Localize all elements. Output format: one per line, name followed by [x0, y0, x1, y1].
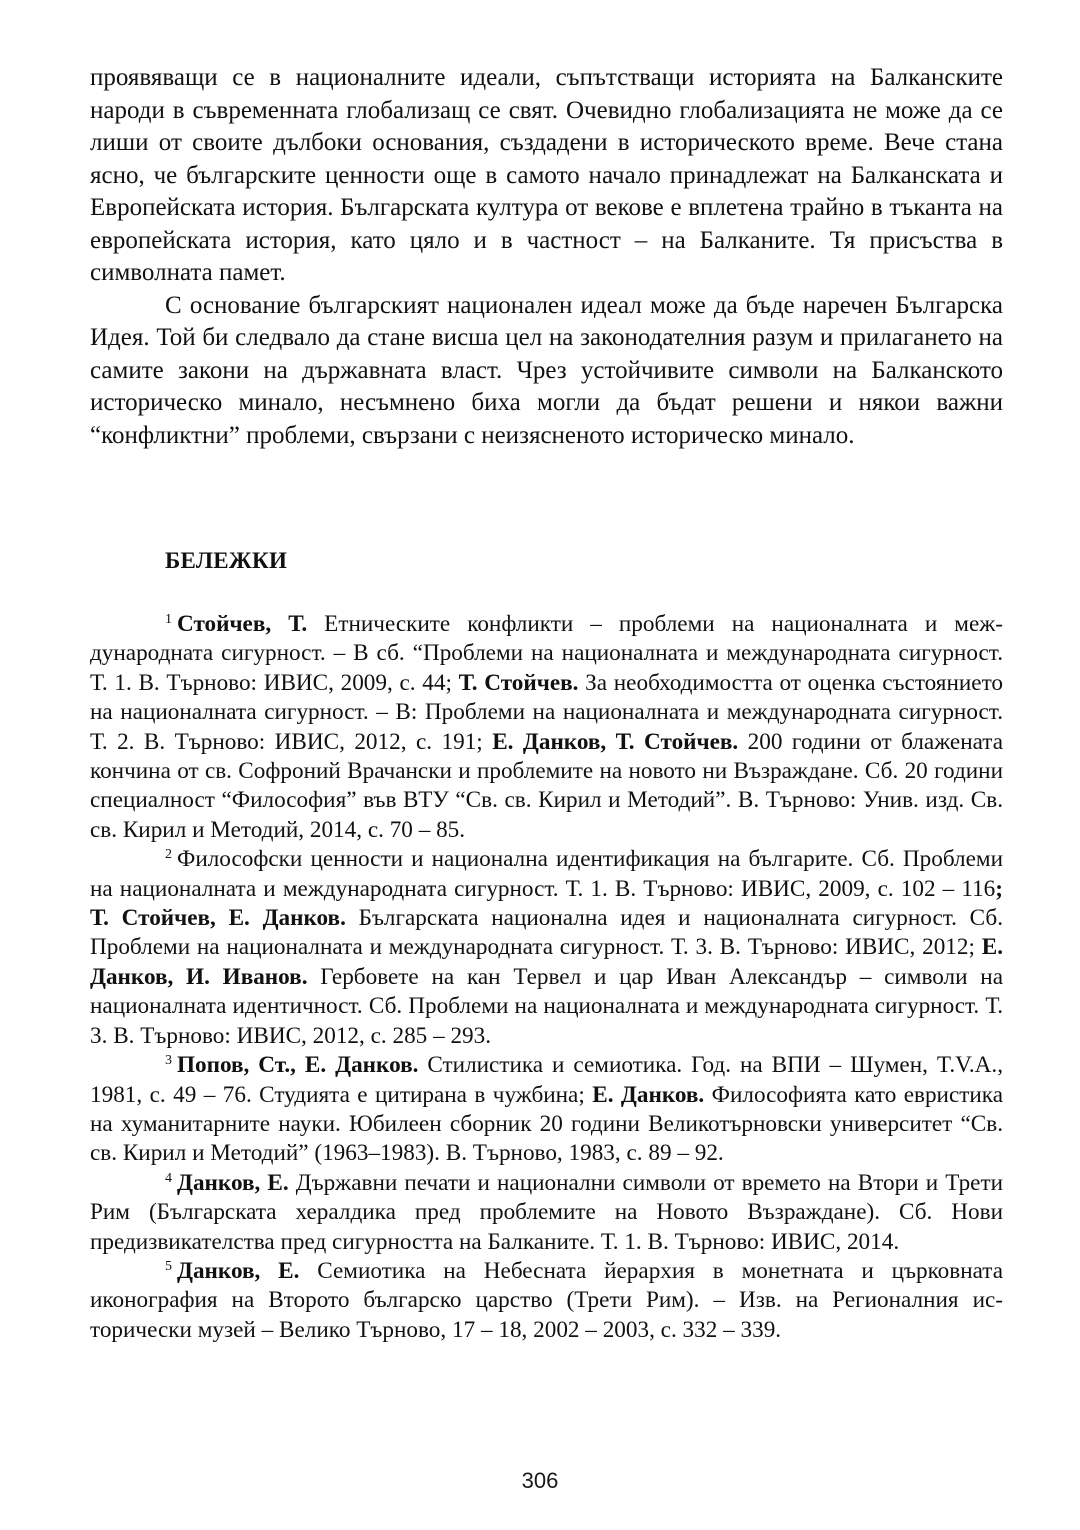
note-text: Българската национална идея и националната сигурност. Сб. Проблеми на националната и международната сигурност. Т. 3. В. Търново: ИВИС, 2012;: [90, 905, 1003, 961]
note-author: Е. Данков, Т. Стойчев.: [492, 728, 739, 755]
note-2: [90, 845, 1003, 1051]
notes-heading: БЕЛЕЖКИ: [165, 548, 288, 573]
note-number: 1: [165, 612, 172, 627]
note-author: Т. Стойчев.: [458, 669, 579, 696]
note-author: Е. Данков.: [592, 1081, 705, 1108]
page-number: 306: [521, 1468, 559, 1493]
notes-list: [90, 610, 1003, 1345]
note-text: За необходимостта от оценка състоянието на националната сигурност. – В: Проблеми на националната и международната сигурност. Т. 2. В. Търново: ИВИС, 2012, с. 191;: [90, 669, 1004, 755]
note-1: [90, 610, 1003, 845]
note-text: Стилистика и семиотика. Год. на ВПИ – Шумен, T.V.A., 1981, с. 49 – 76. Студията е цитирана в чужбина;: [90, 1052, 1004, 1108]
body-text: [90, 62, 1003, 452]
note-author: Е. Данков, И. Иванов.: [90, 934, 1003, 990]
note-text: 200 години от блажената кончина от св. Софроний Врачански и проблемите на новото ни Възраждане. Сб. 20 години специалност “Философия” във ВТУ “Св. св. Кирил и Методий”. В. Търново: Унив. изд. Св. св. Кирил и Методий, 2014, с. 70 – 85.: [90, 728, 1004, 843]
note-number: 5: [165, 1258, 172, 1274]
note-text: Философията като евристика на хуманитарните науки. Юбилеен сборник 20 години Великотърновски университет “Св. св. Кирил и Методий” (1963–1983). В. Търново, 1983, с. 89 – 92.: [90, 1081, 1003, 1167]
note-text: Държавни печати и национални символи от времето на Втори и Трети Рим (Българската хералдика пред проблемите на Новото Възраждане). Сб. Нови предизвикателства пред сигурността на Балканите. Т. 1. В. Търново: ИВИС, 2014.: [90, 1169, 1003, 1255]
note-number: 4: [165, 1170, 172, 1186]
note-text: Гербовете на кан Тервел и цар Иван Александър – символи на националната идентичност. Сб. Проблеми на националната и международната сигурност. Т. 3. В. Търново: ИВИС, 2012, с. 285 – 293.: [90, 963, 1003, 1049]
note-number: 3: [165, 1053, 172, 1069]
note-4: [90, 1169, 1003, 1257]
note-author: Данков, Е.: [177, 1257, 300, 1284]
note-text: Етническите конфликти – проблеми на националната и международната сигурност. – В сб. “Проблеми на националната и международната сигурност. Т. 1. В. Търново: ИВИС, 2009, с. 44;: [90, 611, 1003, 696]
body-paragraph-2: С основание българският национален идеал може да бъде наречен Българска Идея. Той би следвало да стане висша цел на законодателния разум и прилагането на самите закони на държавната власт. Чрез устойчивите символи на Балканското историческо минало, несъмнено биха могли да бъдат решени и някои важни “конфликтни” проблеми, свързани с неизясненото историческо минало.: [90, 291, 1003, 449]
note-5: [90, 1257, 1003, 1345]
note-text: Философски ценности и национална идентификация на българите. Сб. Проблеми на националната и международната сигурност. Т. 1. В. Търново: ИВИС, 2009, с. 102 – 116: [90, 846, 1003, 902]
note-author: Стойчев, Т.: [177, 611, 308, 637]
note-number: 2: [165, 847, 172, 863]
note-author: Данков, Е.: [177, 1169, 289, 1196]
note-author: Попов, Ст., Е. Данков.: [177, 1052, 419, 1079]
body-paragraph-1: проявяващи се в националните идеали, съпътстващи историята на Балканските народи в съвременната глобализащ се свят. Очевидно глобализацията не може да се лиши от своите дълбоки основания, създадени в историческото време. Вече стана ясно, че българските ценности още в самото начало принадлежат на Балканската и Европейската история. Българската култура от векове е вплетена трайно в тъканта на европейската история, като цяло и в частност – на Балканите. Тя присъства в символната памет.: [90, 64, 1003, 286]
note-text: Семиотика на Небесната йерархия в монетната и църковната иконография на Второто българско царство (Трети Рим). – Изв. на Регионалния исторически музей – Велико Търново, 17 – 18, 2002 – 2003, с. 332 – 339.: [90, 1257, 1004, 1343]
note-author: ; Т. Стойчев, Е. Данков.: [90, 875, 1003, 932]
note-3: [90, 1051, 1003, 1169]
